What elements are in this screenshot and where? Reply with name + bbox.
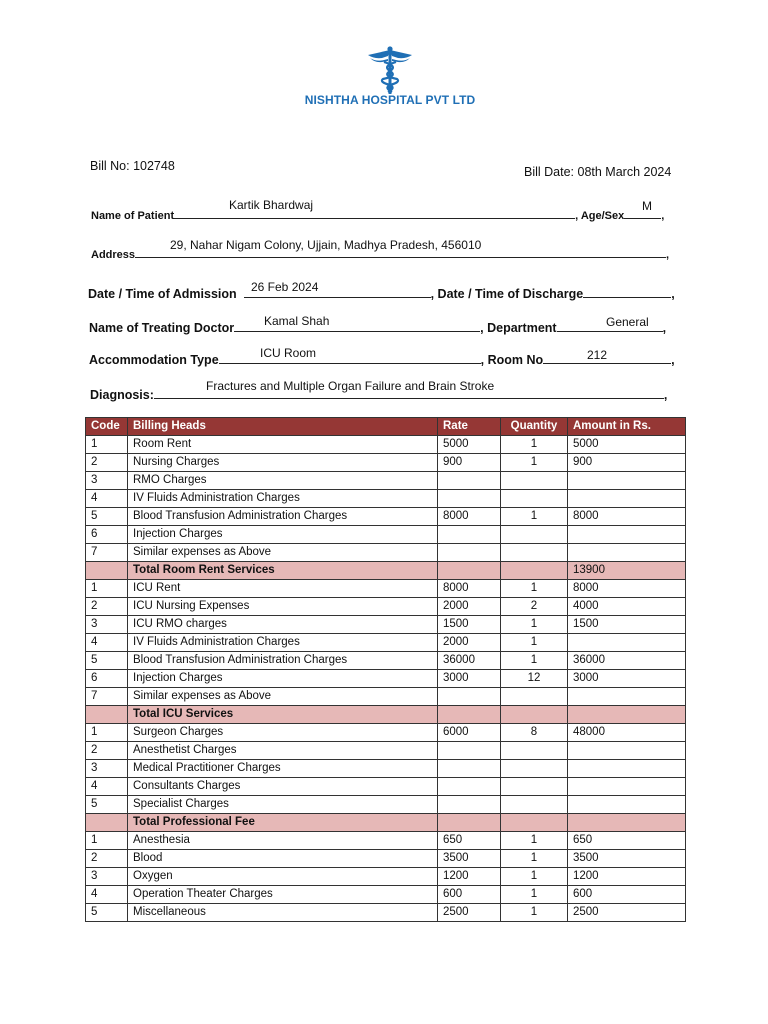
cell-quantity: 1: [501, 832, 568, 850]
cell-rate: [438, 760, 501, 778]
cell-rate: 8000: [438, 508, 501, 526]
age-sex-label: , Age/Sex: [575, 210, 625, 222]
table-row: [86, 580, 686, 598]
cell-amount: 8000: [568, 580, 686, 598]
cell-quantity: 1: [501, 904, 568, 922]
cell-quantity: 1: [501, 508, 568, 526]
diagnosis-value: Fractures and Multiple Organ Failure and Brain Stroke: [206, 379, 495, 393]
cell-amount: 36000: [568, 652, 686, 670]
cell-quantity: 2: [501, 598, 568, 616]
billing-table: [85, 417, 686, 922]
table-row: [86, 670, 686, 688]
room-no-label: , Room No: [480, 353, 544, 367]
cell-billing-head: Injection Charges: [128, 526, 438, 544]
cell-code: 5: [86, 652, 128, 670]
table-row: [86, 760, 686, 778]
cell-rate: 600: [438, 886, 501, 904]
cell-rate: 2000: [438, 598, 501, 616]
diagnosis-line: Diagnosis: ,: [90, 388, 668, 402]
cell-rate: 650: [438, 832, 501, 850]
admission-value: 26 Feb 2024: [251, 280, 319, 294]
address-label: Address: [91, 249, 136, 261]
doctor-label: Name of Treating Doctor: [89, 321, 235, 335]
cell-code: 4: [86, 886, 128, 904]
cell-quantity: [501, 778, 568, 796]
cell-amount: 4000: [568, 598, 686, 616]
cell-amount: 5000: [568, 436, 686, 454]
cell-billing-head: Similar expenses as Above: [128, 544, 438, 562]
table-row: [86, 472, 686, 490]
cell-code: 3: [86, 616, 128, 634]
cell-amount: [568, 634, 686, 652]
cell-amount: [568, 742, 686, 760]
cell-quantity: 1: [501, 850, 568, 868]
cell-billing-head: ICU RMO charges: [128, 616, 438, 634]
hospital-name: NISHTHA HOSPITAL PVT LTD: [304, 93, 476, 107]
cell-quantity: [501, 472, 568, 490]
cell-amount: 3000: [568, 670, 686, 688]
cell-amount: 600: [568, 886, 686, 904]
cell-code: 3: [86, 760, 128, 778]
cell-billing-head: Anesthetist Charges: [128, 742, 438, 760]
cell-quantity: 1: [501, 652, 568, 670]
cell-amount: [568, 796, 686, 814]
cell-code: 6: [86, 670, 128, 688]
cell-code: 2: [86, 454, 128, 472]
cell-code: 2: [86, 742, 128, 760]
cell-rate: [438, 778, 501, 796]
cell-rate: 2500: [438, 904, 501, 922]
cell-code: 4: [86, 490, 128, 508]
cell-billing-head: IV Fluids Administration Charges: [128, 490, 438, 508]
table-row: [86, 634, 686, 652]
table-row: [86, 652, 686, 670]
cell-billing-head: Blood: [128, 850, 438, 868]
cell-rate: 6000: [438, 724, 501, 742]
cell-billing-head: Anesthesia: [128, 832, 438, 850]
table-row: [86, 526, 686, 544]
cell-amount: 1500: [568, 616, 686, 634]
cell-rate: [438, 544, 501, 562]
cell-code: 5: [86, 904, 128, 922]
table-row: [86, 454, 686, 472]
doctor-line: Name of Treating Doctor , Department ,: [89, 321, 667, 335]
caduceus-icon: [366, 46, 414, 96]
table-row: [86, 886, 686, 904]
patient-name-value: Kartik Bhardwaj: [229, 198, 314, 212]
cell-amount: [568, 526, 686, 544]
table-row: [86, 616, 686, 634]
cell-billing-head: Specialist Charges: [128, 796, 438, 814]
cell-rate: 8000: [438, 580, 501, 598]
table-row: [86, 490, 686, 508]
cell-quantity: [501, 796, 568, 814]
department-value: General: [606, 315, 649, 329]
accommodation-line: Accommodation Type , Room No ,: [89, 353, 675, 367]
cell-quantity: [501, 742, 568, 760]
cell-billing-head: Medical Practitioner Charges: [128, 760, 438, 778]
cell-amount: 2500: [568, 904, 686, 922]
cell-code: 4: [86, 634, 128, 652]
age-sex-value: M: [642, 199, 652, 213]
table-row: [86, 796, 686, 814]
cell-code: 6: [86, 526, 128, 544]
table-row: [86, 724, 686, 742]
cell-code: [86, 562, 128, 580]
cell-rate: 900: [438, 454, 501, 472]
cell-billing-head: Operation Theater Charges: [128, 886, 438, 904]
table-row: [86, 868, 686, 886]
cell-amount: 900: [568, 454, 686, 472]
discharge-label: , Date / Time of Discharge: [430, 287, 584, 301]
cell-rate: [438, 814, 501, 832]
accommodation-label: Accommodation Type: [89, 353, 219, 367]
accommodation-value: ICU Room: [260, 346, 317, 360]
cell-billing-head: Similar expenses as Above: [128, 688, 438, 706]
cell-amount: 48000: [568, 724, 686, 742]
doctor-value: Kamal Shah: [264, 314, 330, 328]
cell-quantity: [501, 760, 568, 778]
cell-quantity: [501, 688, 568, 706]
cell-quantity: 8: [501, 724, 568, 742]
table-header-row: [86, 418, 686, 436]
cell-code: 1: [86, 436, 128, 454]
cell-quantity: [501, 490, 568, 508]
cell-billing-head: Total Room Rent Services: [128, 562, 438, 580]
cell-amount: [568, 760, 686, 778]
cell-rate: 1500: [438, 616, 501, 634]
cell-amount: [568, 544, 686, 562]
address-line: Address ,: [91, 246, 669, 261]
cell-code: 5: [86, 508, 128, 526]
total-row: [86, 562, 686, 580]
cell-rate: [438, 562, 501, 580]
cell-billing-head: Blood Transfusion Administration Charges: [128, 652, 438, 670]
cell-rate: 3500: [438, 850, 501, 868]
cell-code: 7: [86, 544, 128, 562]
cell-billing-head: Oxygen: [128, 868, 438, 886]
cell-rate: [438, 742, 501, 760]
cell-rate: 36000: [438, 652, 501, 670]
cell-billing-head: Surgeon Charges: [128, 724, 438, 742]
cell-rate: [438, 472, 501, 490]
cell-rate: [438, 526, 501, 544]
cell-quantity: 1: [501, 436, 568, 454]
table-row: [86, 688, 686, 706]
cell-billing-head: ICU Rent: [128, 580, 438, 598]
cell-code: 4: [86, 778, 128, 796]
bill-number: Bill No: 102748: [90, 159, 175, 173]
accommodation-underline: [219, 352, 481, 364]
table-row: [86, 508, 686, 526]
patient-line: Name of Patient , Age/Sex ,: [91, 207, 664, 222]
room-no-value: 212: [587, 348, 608, 362]
address-value: 29, Nahar Nigam Colony, Ujjain, Madhya Pradesh, 456010: [170, 238, 482, 252]
cell-amount: 1200: [568, 868, 686, 886]
cell-code: [86, 814, 128, 832]
table-row: [86, 778, 686, 796]
discharge-underline: [583, 286, 671, 298]
cell-quantity: 1: [501, 886, 568, 904]
admission-label: Date / Time of Admission: [88, 287, 237, 301]
cell-quantity: 1: [501, 580, 568, 598]
cell-code: 1: [86, 724, 128, 742]
room-no-underline: [543, 352, 671, 364]
cell-quantity: [501, 544, 568, 562]
cell-code: 1: [86, 580, 128, 598]
table-row: [86, 904, 686, 922]
header-code: Code: [86, 418, 128, 436]
cell-quantity: 1: [501, 868, 568, 886]
cell-billing-head: Miscellaneous: [128, 904, 438, 922]
cell-rate: 1200: [438, 868, 501, 886]
header-amount: Amount in Rs.: [568, 418, 686, 436]
cell-billing-head: Nursing Charges: [128, 454, 438, 472]
cell-code: 3: [86, 472, 128, 490]
cell-amount: [568, 490, 686, 508]
cell-quantity: [501, 562, 568, 580]
cell-amount: 13900: [568, 562, 686, 580]
cell-code: 2: [86, 850, 128, 868]
cell-amount: [568, 706, 686, 724]
header-billing-heads: Billing Heads: [128, 418, 438, 436]
total-row: [86, 706, 686, 724]
cell-code: 7: [86, 688, 128, 706]
cell-rate: [438, 796, 501, 814]
cell-billing-head: Injection Charges: [128, 670, 438, 688]
cell-quantity: [501, 526, 568, 544]
cell-amount: 8000: [568, 508, 686, 526]
cell-rate: [438, 490, 501, 508]
cell-code: [86, 706, 128, 724]
cell-quantity: 1: [501, 454, 568, 472]
header-rate: Rate: [438, 418, 501, 436]
cell-quantity: [501, 706, 568, 724]
table-row: [86, 850, 686, 868]
department-label: , Department: [480, 321, 557, 335]
table-row: [86, 544, 686, 562]
total-row: [86, 814, 686, 832]
cell-code: 5: [86, 796, 128, 814]
cell-amount: [568, 472, 686, 490]
table-row: [86, 436, 686, 454]
cell-amount: [568, 814, 686, 832]
table-row: [86, 742, 686, 760]
cell-billing-head: Total Professional Fee: [128, 814, 438, 832]
cell-billing-head: ICU Nursing Expenses: [128, 598, 438, 616]
cell-amount: 3500: [568, 850, 686, 868]
cell-billing-head: Total ICU Services: [128, 706, 438, 724]
cell-quantity: 1: [501, 634, 568, 652]
cell-billing-head: IV Fluids Administration Charges: [128, 634, 438, 652]
cell-quantity: [501, 814, 568, 832]
cell-billing-head: RMO Charges: [128, 472, 438, 490]
header-quantity: Quantity: [501, 418, 568, 436]
cell-billing-head: Blood Transfusion Administration Charges: [128, 508, 438, 526]
patient-label: Name of Patient: [91, 210, 175, 222]
diagnosis-label: Diagnosis:: [90, 388, 154, 402]
cell-amount: [568, 778, 686, 796]
cell-rate: [438, 706, 501, 724]
cell-code: 1: [86, 832, 128, 850]
cell-rate: 2000: [438, 634, 501, 652]
bill-date: Bill Date: 08th March 2024: [524, 165, 672, 179]
cell-code: 3: [86, 868, 128, 886]
cell-quantity: 12: [501, 670, 568, 688]
table-row: [86, 598, 686, 616]
cell-code: 2: [86, 598, 128, 616]
cell-amount: 650: [568, 832, 686, 850]
cell-billing-head: Room Rent: [128, 436, 438, 454]
cell-amount: [568, 688, 686, 706]
cell-quantity: 1: [501, 616, 568, 634]
cell-rate: 3000: [438, 670, 501, 688]
table-row: [86, 832, 686, 850]
cell-billing-head: Consultants Charges: [128, 778, 438, 796]
admission-line: Date / Time of Admission , Date / Time of Discharge ,: [88, 287, 675, 301]
cell-rate: [438, 688, 501, 706]
cell-rate: 5000: [438, 436, 501, 454]
